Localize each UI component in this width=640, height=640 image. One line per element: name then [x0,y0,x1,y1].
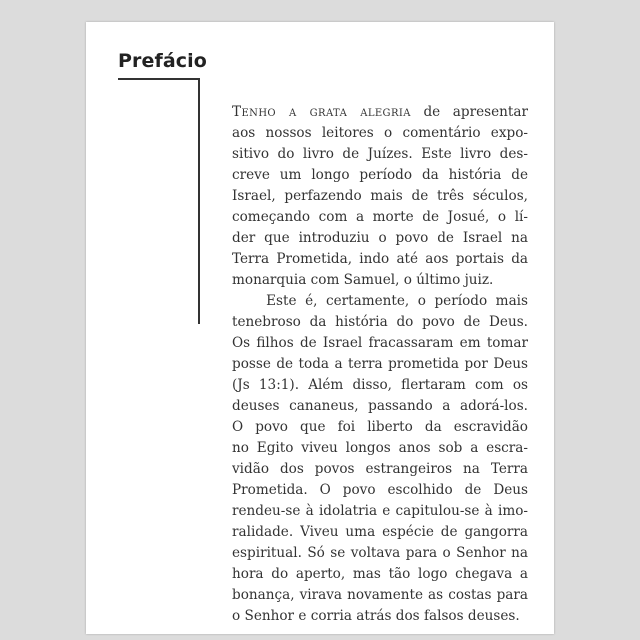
text-line: vidão dos povos estrangeiros na Terra [232,461,528,477]
text-line: o Senhor e corria atrás dos falsos deuses. [232,608,520,624]
heading-rule-vertical [198,78,200,324]
text-line: tenebroso da história do povo de Deus. [232,314,528,330]
page-title: Prefácio [118,50,207,72]
text-line: monarquia com Samuel, o último juiz. [232,272,494,288]
text-line: Israel, perfazendo mais de três séculos, [232,188,528,204]
text-line: (Js 13:1). Além disso, flertaram com os [232,377,528,393]
text-line: hora do aperto, mas tão logo chegava a [232,566,528,582]
text-line: sitivo do livro de Juízes. Este livro des- [232,146,528,162]
text-line: rendeu-se à idolatria e capitulou-se à imo- [232,503,528,519]
text-line: bonança, virava novamente as costas para [232,587,528,603]
text-line: der que introduziu o povo de Israel na [232,230,528,246]
preface-body [232,102,528,627]
text-line: O povo que foi liberto da escravidão [232,419,528,435]
text-line: Terra Prometida, indo até aos portais da [232,251,528,267]
text-line: deuses cananeus, passando a adorá-los. [232,398,528,414]
text-line: começando com a morte de Josué, o lí- [232,209,528,225]
text-line: Prometida. O povo escolhido de Deus [232,482,528,498]
text-line: creve um longo período da história de [232,167,528,183]
text-line: Os filhos de Israel fracassaram em tomar [232,335,528,351]
book-page [86,22,554,634]
text-line: aos nossos leitores o comentário expo- [232,125,528,141]
text-line: espiritual. Só se voltava para o Senhor na [232,545,528,561]
text-line [232,102,528,123]
text-line: ralidade. Viveu uma espécie de gangorra [232,524,528,540]
text-line: no Egito viveu longos anos sob a escra- [232,440,528,456]
heading-rule-horizontal [118,78,198,80]
text-line-rest: de apresentar [410,104,528,120]
lead-smallcaps: Tenho a grata alegria [232,104,411,120]
text-line: posse de toda a terra prometida por Deus [232,356,528,372]
text-line: Este é, certamente, o período mais [232,293,528,309]
